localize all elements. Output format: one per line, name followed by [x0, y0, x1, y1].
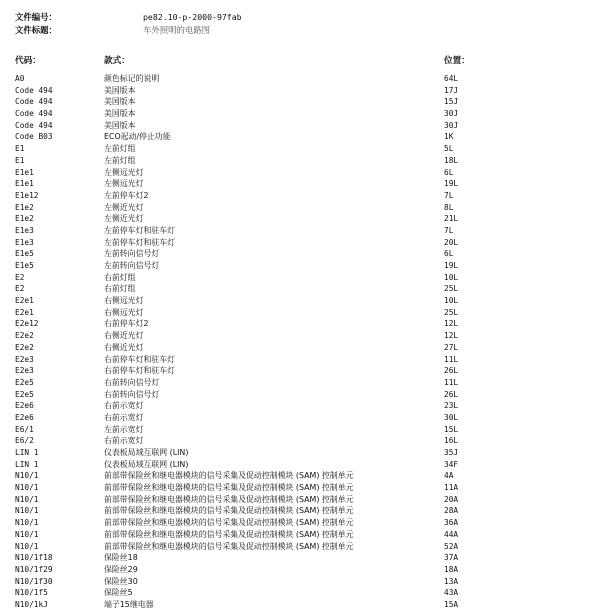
- row-position: 30J: [444, 120, 459, 130]
- row-style: 右前示宽灯: [104, 436, 144, 446]
- row-code: E1e5: [15, 261, 34, 270]
- row-style: 前部带保险丝和继电器模块的信号采集及促动控制模块 (SAM) 控制单元: [104, 518, 354, 528]
- table-row: [0, 541, 600, 553]
- row-position: 11L: [444, 377, 459, 387]
- table-row: [0, 599, 600, 611]
- row-code: E6/2: [15, 436, 34, 446]
- row-position: 10L: [444, 296, 459, 306]
- row-style: 美国版本: [104, 97, 136, 107]
- row-code: E2e12: [15, 319, 39, 329]
- row-position: 37A: [444, 553, 459, 563]
- row-position: 23L: [444, 401, 459, 411]
- row-style: 左前停车灯2: [104, 190, 149, 200]
- row-style: 右前灯组: [104, 272, 136, 282]
- row-style: 前部带保险丝和继电器模块的信号采集及促动控制模块 (SAM) 控制单元: [104, 494, 354, 504]
- row-code: E1e12: [15, 190, 39, 200]
- row-position: 19L: [444, 261, 459, 270]
- row-style: 右前灯组: [104, 284, 136, 294]
- row-style: 美国版本: [104, 85, 136, 95]
- row-style: 右侧近光灯: [104, 342, 144, 352]
- row-code: N10/1: [15, 541, 39, 551]
- row-style: 左侧近光灯: [104, 214, 144, 224]
- table-row: [0, 505, 600, 517]
- table-row: [0, 283, 600, 295]
- row-style: 左前灯组: [104, 155, 136, 165]
- row-style: 左前灯组: [104, 144, 136, 154]
- table-row: [0, 529, 600, 541]
- row-position: 8L: [444, 202, 454, 212]
- row-code: E2e2: [15, 342, 34, 352]
- row-position: 17J: [444, 85, 459, 95]
- row-code: E1e2: [15, 202, 34, 212]
- table-row: [0, 272, 600, 284]
- table-row: [0, 213, 600, 225]
- row-style: 左侧近光灯: [104, 202, 144, 212]
- table-row: [0, 552, 600, 564]
- row-code: E1e5: [15, 249, 34, 259]
- row-style: 左侧远光灯: [104, 179, 144, 189]
- row-code: E2e6: [15, 401, 34, 411]
- row-position: 27L: [444, 342, 459, 352]
- row-code: LIN 1: [15, 459, 39, 469]
- row-code: N10/1: [15, 471, 39, 481]
- row-position: 28A: [444, 506, 459, 516]
- table-row: [0, 190, 600, 202]
- row-code: E1: [15, 144, 25, 154]
- row-position: 5L: [444, 144, 454, 154]
- row-position: 43A: [444, 588, 459, 598]
- row-code: N10/1: [15, 529, 39, 539]
- table-row: [0, 517, 600, 529]
- row-style: 保险丝5: [104, 588, 133, 598]
- row-code: LIN 1: [15, 448, 39, 457]
- row-code: N10/1kJ: [15, 599, 48, 609]
- row-position: 15J: [444, 97, 459, 107]
- table-row: [0, 435, 600, 447]
- row-position: 1K: [444, 132, 454, 142]
- table-row: [0, 120, 600, 132]
- row-style: 保险丝18: [104, 553, 138, 563]
- row-style: 右前转向信号灯: [104, 389, 160, 399]
- row-code: N10/1: [15, 494, 39, 504]
- row-code: E1e3: [15, 225, 34, 235]
- row-position: 18A: [444, 564, 459, 574]
- row-position: 52A: [444, 541, 459, 551]
- header-code: 代码：: [15, 56, 41, 66]
- table-row: [0, 470, 600, 482]
- row-position: 35J: [444, 448, 459, 457]
- row-style: 美国版本: [104, 109, 136, 119]
- doc-number-label: 文件编号：: [15, 12, 57, 22]
- row-position: 26L: [444, 366, 459, 376]
- row-style: 左前示宽灯: [104, 424, 144, 434]
- row-style: 前部带保险丝和继电器模块的信号采集及促动控制模块 (SAM) 控制单元: [104, 471, 354, 481]
- row-code: N10/1f30: [15, 576, 53, 586]
- row-style: 保险丝30: [104, 576, 138, 586]
- row-code: Code 494: [15, 85, 53, 95]
- table-row: [0, 564, 600, 576]
- row-style: 端子15继电器: [104, 599, 154, 609]
- row-code: E2e2: [15, 331, 34, 341]
- table-row: [0, 307, 600, 319]
- row-position: 25L: [444, 284, 459, 294]
- row-position: 21L: [444, 214, 459, 224]
- row-code: E1e2: [15, 214, 34, 224]
- row-style: 左侧远光灯: [104, 167, 144, 177]
- row-position: 26L: [444, 389, 459, 399]
- table-row: [0, 260, 600, 272]
- row-style: 保险丝29: [104, 564, 138, 574]
- table-row: [0, 108, 600, 120]
- row-style: 右侧近光灯: [104, 331, 144, 341]
- row-code: E2e3: [15, 366, 34, 376]
- row-style: 左前停车灯和驻车灯: [104, 237, 176, 247]
- row-position: 7L: [444, 190, 454, 200]
- row-style: 右前转向信号灯: [104, 377, 160, 387]
- row-code: E2: [15, 272, 25, 282]
- row-style: 前部带保险丝和继电器模块的信号采集及促动控制模块 (SAM) 控制单元: [104, 506, 354, 516]
- row-code: N10/1: [15, 506, 39, 516]
- table-row: [0, 202, 600, 214]
- row-style: 前部带保险丝和继电器模块的信号采集及促动控制模块 (SAM) 控制单元: [104, 529, 354, 539]
- row-style: 颜色标记的说明: [104, 74, 160, 83]
- row-code: E1: [15, 155, 25, 165]
- table-row: [0, 459, 600, 471]
- row-style: 左前转向信号灯: [104, 249, 160, 259]
- table-row: [0, 330, 600, 342]
- row-code: E2: [15, 284, 25, 294]
- row-style: 仪表板局域互联网 (LIN): [104, 459, 189, 469]
- row-position: 34F: [444, 459, 459, 469]
- row-code: N10/1: [15, 518, 39, 528]
- row-style: 左前转向信号灯: [104, 261, 160, 270]
- row-code: E2e5: [15, 377, 34, 387]
- row-position: 20A: [444, 494, 459, 504]
- table-row: [0, 424, 600, 436]
- row-code: Code 494: [15, 109, 53, 119]
- table-row: [0, 447, 600, 459]
- row-style: ECO起动/停止功能: [104, 132, 171, 142]
- row-code: Code 494: [15, 120, 53, 130]
- row-position: 30L: [444, 412, 459, 422]
- row-position: 15A: [444, 599, 459, 609]
- row-code: E1e3: [15, 237, 34, 247]
- row-code: E2e6: [15, 412, 34, 422]
- table-row: [0, 377, 600, 389]
- row-code: E2e1: [15, 307, 34, 317]
- table-row: [0, 342, 600, 354]
- doc-title-value: 车外照明的电路图: [143, 25, 210, 35]
- row-code: E6/1: [15, 424, 34, 434]
- table-row: [0, 178, 600, 190]
- row-code: N10/1f29: [15, 564, 53, 574]
- row-code: E2e5: [15, 389, 34, 399]
- row-position: 10L: [444, 272, 459, 282]
- table-row: [0, 143, 600, 155]
- row-style: 右前停车灯2: [104, 319, 149, 329]
- table-row: [0, 295, 600, 307]
- table-row: [0, 354, 600, 366]
- row-code: Code B03: [15, 132, 53, 142]
- header-position: 位置：: [444, 56, 470, 66]
- row-style: 右前示宽灯: [104, 401, 144, 411]
- row-position: 30J: [444, 109, 459, 119]
- row-style: 美国版本: [104, 120, 136, 130]
- row-style: 左前停车灯和驻车灯: [104, 225, 176, 235]
- row-position: 44A: [444, 529, 459, 539]
- table-row: [0, 494, 600, 506]
- row-position: 4A: [444, 471, 454, 481]
- table-row: [0, 167, 600, 179]
- row-style: 前部带保险丝和继电器模块的信号采集及促动控制模块 (SAM) 控制单元: [104, 483, 354, 493]
- row-style: 右前停车灯和驻车灯: [104, 354, 176, 364]
- doc-number-value: pe82.10-p-2000-97fab: [143, 12, 242, 22]
- row-position: 11L: [444, 354, 459, 364]
- row-style: 前部带保险丝和继电器模块的信号采集及促动控制模块 (SAM) 控制单元: [104, 541, 354, 551]
- row-position: 13A: [444, 576, 459, 586]
- row-position: 12L: [444, 319, 459, 329]
- row-style: 右前示宽灯: [104, 412, 144, 422]
- row-position: 16L: [444, 436, 459, 446]
- row-position: 19L: [444, 179, 459, 189]
- row-code: E2e1: [15, 296, 34, 306]
- table-row: [0, 587, 600, 599]
- row-position: 11A: [444, 483, 459, 493]
- table-row: [0, 85, 600, 97]
- row-code: N10/1f5: [15, 588, 48, 598]
- row-position: 15L: [444, 424, 459, 434]
- row-style: 右侧远光灯: [104, 307, 144, 317]
- row-position: 36A: [444, 518, 459, 528]
- table-row: [0, 248, 600, 260]
- row-code: E2e3: [15, 354, 34, 364]
- row-position: 12L: [444, 331, 459, 341]
- table-row: [0, 482, 600, 494]
- row-code: N10/1: [15, 483, 39, 493]
- table-row: [0, 318, 600, 330]
- table-row: [0, 131, 600, 143]
- table-row: [0, 73, 600, 85]
- table-row: [0, 412, 600, 424]
- row-code: E1e1: [15, 167, 34, 177]
- table-row: [0, 365, 600, 377]
- row-position: 6L: [444, 167, 454, 177]
- table-row: [0, 155, 600, 167]
- component-table: [0, 73, 600, 611]
- row-position: 20L: [444, 237, 459, 247]
- row-code: A0: [15, 74, 25, 83]
- row-code: Code 494: [15, 97, 53, 107]
- table-row: [0, 400, 600, 412]
- row-style: 右前停车灯和驻车灯: [104, 366, 176, 376]
- doc-title-label: 文件标题：: [15, 25, 57, 35]
- row-code: E1e1: [15, 179, 34, 189]
- header-style: 款式：: [104, 56, 130, 66]
- row-position: 64L: [444, 74, 459, 83]
- row-code: N10/1f18: [15, 553, 53, 563]
- row-style: 仪表板局域互联网 (LIN): [104, 448, 189, 457]
- table-row: [0, 389, 600, 401]
- row-position: 6L: [444, 249, 454, 259]
- table-row: [0, 96, 600, 108]
- row-position: 18L: [444, 155, 459, 165]
- table-row: [0, 237, 600, 249]
- row-style: 右侧远光灯: [104, 296, 144, 306]
- table-row: [0, 225, 600, 237]
- row-position: 25L: [444, 307, 459, 317]
- row-position: 7L: [444, 225, 454, 235]
- table-row: [0, 576, 600, 588]
